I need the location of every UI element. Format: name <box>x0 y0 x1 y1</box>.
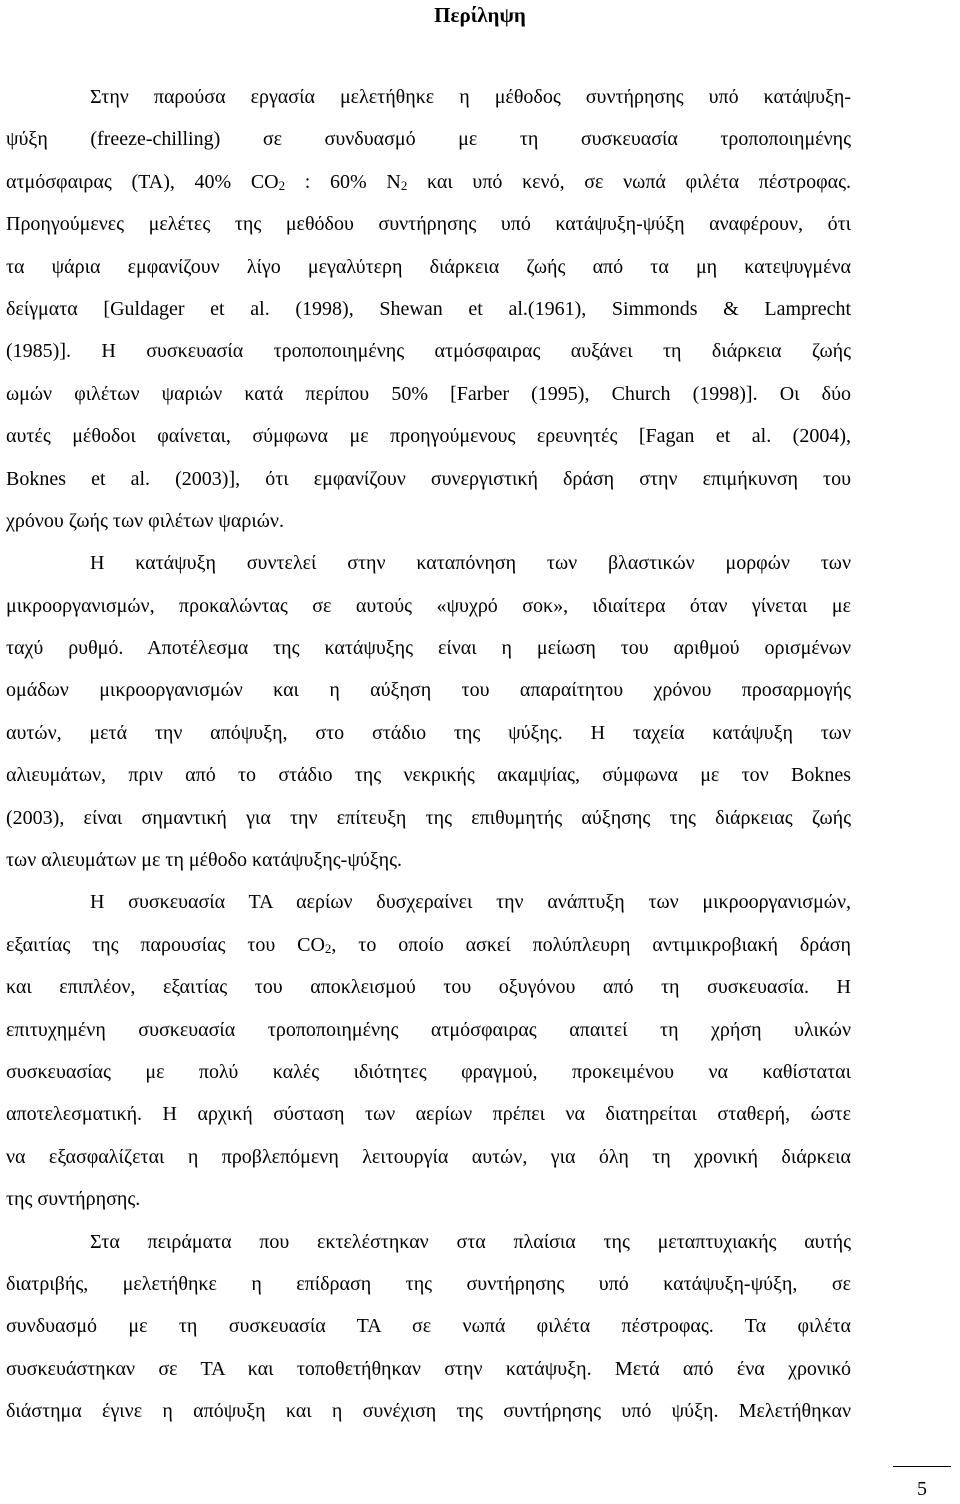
text-line: ταχύ ρυθμό. Αποτέλεσμα της κατάψυξης είναι η μείωση του αριθμού ορισμένων <box>6 637 851 660</box>
text-line: συσκευασίας με πολύ καλές ιδιότητες φραγμού, προκειμένου να καθίσταται <box>6 1060 851 1083</box>
text-line: συνδυασμό με τη συσκευασία ΤΑ σε νωπά φιλέτα πέστροφας. Τα φιλέτα <box>6 1315 851 1338</box>
text-line: Προηγούμενες μελέτες της μεθόδου συντήρησης υπό κατάψυξη-ψύξη αναφέρουν, ότι <box>6 213 851 236</box>
subscript: 2 <box>324 940 332 956</box>
text-run: και υπό κενό, σε νωπά φιλέτα πέστροφας. <box>407 170 851 193</box>
text-line: χρόνου ζωής των φιλέτων ψαριών. <box>6 509 284 532</box>
text-line: συσκευάστηκαν σε ΤΑ και τοποθετήθηκαν στην κατάψυξη. Μετά από ένα χρονικό <box>6 1357 851 1380</box>
text-run: : 60% N <box>285 170 401 193</box>
text-run: , το οποίο ασκεί πολύπλευρη αντιμικροβιακή δράση <box>331 933 851 956</box>
text-run: εξαιτίας της παρουσίας του CO <box>6 933 325 956</box>
text-line: της συντήρησης. <box>6 1188 141 1211</box>
text-line: αλιευμάτων, πριν από το στάδιο της νεκρικής ακαμψίας, σύμφωνα με τον Boknes <box>6 764 851 787</box>
page-title: Περίληψη <box>434 3 526 27</box>
text-line: ωμών φιλέτων ψαριών κατά περίπου 50% [Farber (1995), Church (1998)]. Οι δύο <box>6 382 851 405</box>
text-line: μικροοργανισμών, προκαλώντας σε αυτούς «ψυχρό σοκ», ιδιαίτερα όταν γίνεται με <box>6 594 851 617</box>
text-line: δείγματα [Guldager et al. (1998), Shewan et al.(1961), Simmonds & Lamprecht <box>6 297 851 320</box>
subscript: 2 <box>400 177 408 193</box>
text-line: ψύξη (freeze-chilling) σε συνδυασμό με τη συσκευασία τροποποιημένης <box>6 128 851 151</box>
text-line: αυτές μέθοδοι φαίνεται, σύμφωνα με προηγούμενους ερευνητές [Fagan et al. (2004), <box>6 425 851 448</box>
text-line: και επιπλέον, εξαιτίας του αποκλεισμού του οξυγόνου από τη συσκευασία. Η <box>6 976 851 999</box>
page-number: 5 <box>917 1478 927 1500</box>
text-line: διάστημα έγινε η απόψυξη και η συνέχιση της συντήρησης υπό ψύξη. Μελετήθηκαν <box>6 1400 851 1423</box>
text-line: Στα πειράματα που εκτελέστηκαν στα πλαίσια της μεταπτυχιακής αυτής <box>90 1230 851 1253</box>
text-line: (1985)]. Η συσκευασία τροποποιημένης ατμόσφαιρας αυξάνει τη διάρκεια ζωής <box>6 340 851 363</box>
subscript: 2 <box>278 177 286 193</box>
abstract-body <box>6 76 851 1433</box>
text-line: Η συσκευασία ΤΑ αερίων δυσχεραίνει την ανάπτυξη των μικροοργανισμών, <box>90 891 851 914</box>
text-line: Στην παρούσα εργασία μελετήθηκε η μέθοδος συντήρησης υπό κατάψυξη- <box>90 86 851 108</box>
text-line: τα ψάρια εμφανίζουν λίγο μεγαλύτερη διάρκεια ζωής από τα μη κατεψυγμένα <box>6 255 851 278</box>
text-line <box>6 924 851 966</box>
text-line: επιτυχημένη συσκευασία τροποποιημένης ατμόσφαιρας απαιτεί τη χρήση υλικών <box>6 1018 851 1041</box>
text-run: ατμόσφαιρας (ΤΑ), 40% CO <box>6 170 279 193</box>
text-line: Η κατάψυξη συντελεί στην καταπόνηση των βλαστικών μορφών των <box>90 552 851 575</box>
text-line: ομάδων μικροοργανισμών και η αύξηση του απαραίτητου χρόνου προσαρμογής <box>6 679 851 702</box>
text-line: Boknes et al. (2003)], ότι εμφανίζουν συνεργιστική δράση στην επιμήκυνση του <box>6 467 851 490</box>
text-line: διατριβής, μελετήθηκε η επίδραση της συντήρησης υπό κατάψυξη-ψύξη, σε <box>6 1272 851 1295</box>
text-line: αποτελεσματική. Η αρχική σύσταση των αερίων πρέπει να διατηρείται σταθερή, ώστε <box>6 1103 851 1126</box>
text-line <box>6 161 851 203</box>
text-line: των αλιευμάτων με τη μέθοδο κατάψυξης-ψύξης. <box>6 849 403 872</box>
page-number-divider <box>893 1466 951 1467</box>
text-line: αυτών, μετά την απόψυξη, στο στάδιο της ψύξης. Η ταχεία κατάψυξη των <box>6 721 851 744</box>
text-line: (2003), είναι σημαντική για την επίτευξη της επιθυμητής αύξησης της διάρκειας ζωής <box>6 806 851 829</box>
text-line: να εξασφαλίζεται η προβλεπόμενη λειτουργία αυτών, για όλη τη χρονική διάρκεια <box>6 1145 851 1168</box>
